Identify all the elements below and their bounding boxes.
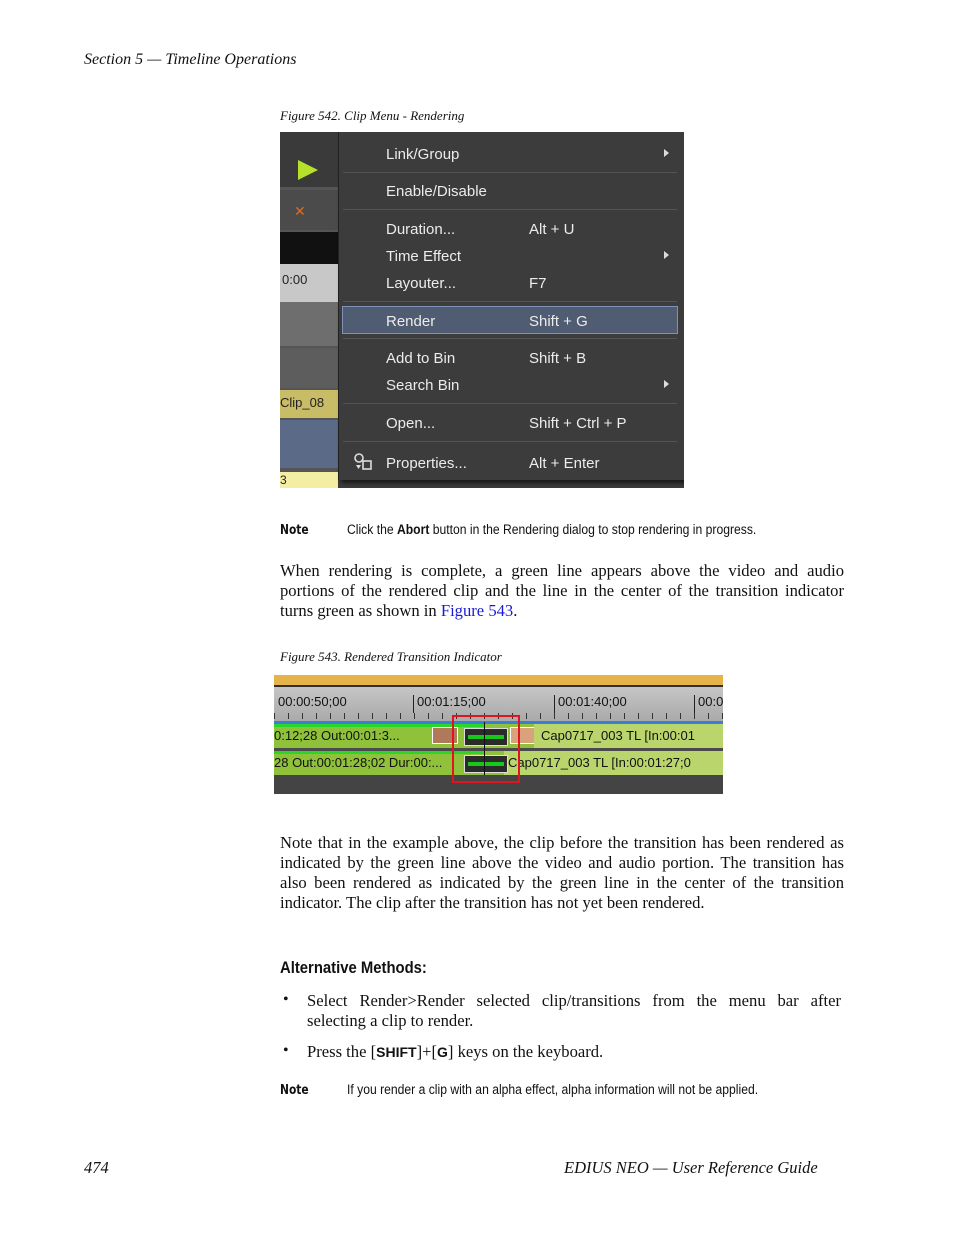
audio-clip-right-label: Cap0717_003 TL [In:00:01:27;0 xyxy=(508,755,691,770)
note-label: Note xyxy=(280,522,309,538)
submenu-arrow-icon xyxy=(664,380,669,388)
bullet-item: Select Render>Render selected clip/transitions from the menu bar after selecting a clip to render. xyxy=(307,991,841,1030)
menu-item-duration[interactable]: Duration... xyxy=(386,221,456,238)
page-number: 474 xyxy=(84,1158,109,1177)
shortcut-open: Shift + Ctrl + P xyxy=(529,415,627,432)
menu-item-render[interactable]: Render xyxy=(386,313,436,330)
video-clip-right-label: Cap0717_003 TL [In:00:01 xyxy=(541,728,695,743)
shortcut-render: Shift + G xyxy=(529,313,588,330)
figure-543-link[interactable]: Figure 543 xyxy=(440,601,514,620)
timeline-strip xyxy=(280,132,338,488)
key-g: G xyxy=(437,1044,448,1060)
menu-item-link-group[interactable]: Link/Group xyxy=(386,146,460,163)
shortcut-add-to-bin: Shift + B xyxy=(529,350,587,367)
ruler-label: 00:01:40;00 xyxy=(558,694,627,709)
bullet-icon: • xyxy=(283,1042,289,1059)
bullet-icon: • xyxy=(283,991,289,1008)
properties-icon xyxy=(353,452,373,472)
menu-item-layouter[interactable]: Layouter... xyxy=(386,275,457,292)
shortcut-duration: Alt + U xyxy=(529,221,575,238)
paragraph-rendering-complete: When rendering is complete, a green line appears above the video and audio portions of the rendered clip and the line in the center of the transition indicator turns green as shown in Figure 543. xyxy=(280,561,844,620)
video-clip-left-label: 0:12;28 Out:00:01:3... xyxy=(274,728,400,743)
bullet-item: Press the [SHIFT]+[G] keys on the keyboard. xyxy=(307,1042,604,1061)
paragraph-example: Note that in the example above, the clip before the transition has been rendered as indicated by the green line above the video and audio portion. The transition has also been rendered as indicated by the green line in the center of the transition indicator. The clip after the transition has not yet been rendered. xyxy=(280,833,844,912)
section-header: Section 5 — Timeline Operations xyxy=(84,51,297,68)
figure-543-caption: Figure 543. Rendered Transition Indicator xyxy=(280,649,502,664)
shortcut-layouter: F7 xyxy=(529,275,547,292)
highlight-box xyxy=(452,715,520,783)
figure-543-screenshot xyxy=(274,675,723,794)
close-icon: ✕ xyxy=(294,204,306,220)
note-label: Note xyxy=(280,1082,309,1098)
document-title: EDIUS NEO — User Reference Guide xyxy=(564,1158,818,1177)
alternative-methods-heading: Alternative Methods: xyxy=(280,959,427,977)
timeline-timecode: 0:00 xyxy=(282,272,308,287)
ruler-label: 00:01:15;00 xyxy=(417,694,486,709)
menu-item-properties[interactable]: Properties... xyxy=(386,455,467,472)
ruler-label: 00:0 xyxy=(698,694,723,709)
menu-item-time-effect[interactable]: Time Effect xyxy=(386,248,462,265)
figure-542-caption: Figure 542. Clip Menu - Rendering xyxy=(280,108,465,123)
note-text: Click the Abort button in the Rendering dialog to stop rendering in progress. xyxy=(347,522,757,537)
ruler-label: 00:00:50;00 xyxy=(278,694,347,709)
key-shift: SHIFT xyxy=(376,1044,417,1060)
menu-item-open[interactable]: Open... xyxy=(386,415,436,432)
submenu-arrow-icon xyxy=(664,149,669,157)
submenu-arrow-icon xyxy=(664,251,669,259)
figure-542-screenshot xyxy=(280,132,684,488)
menu-item-enable-disable[interactable]: Enable/Disable xyxy=(386,183,487,200)
menu-item-add-to-bin[interactable]: Add to Bin xyxy=(386,350,456,367)
menu-item-search-bin[interactable]: Search Bin xyxy=(386,377,460,394)
audio-clip-left-label: 28 Out:00:01:28;02 Dur:00:... xyxy=(274,755,443,770)
note-text: If you render a clip with an alpha effect, alpha information will not be applied. xyxy=(347,1082,759,1097)
timeline-bottom-label: 3 xyxy=(280,473,287,487)
shortcut-properties: Alt + Enter xyxy=(529,455,600,472)
clip-context-menu xyxy=(338,132,684,480)
timeline-clip-label: Clip_08 xyxy=(280,395,325,410)
play-icon xyxy=(298,160,318,180)
